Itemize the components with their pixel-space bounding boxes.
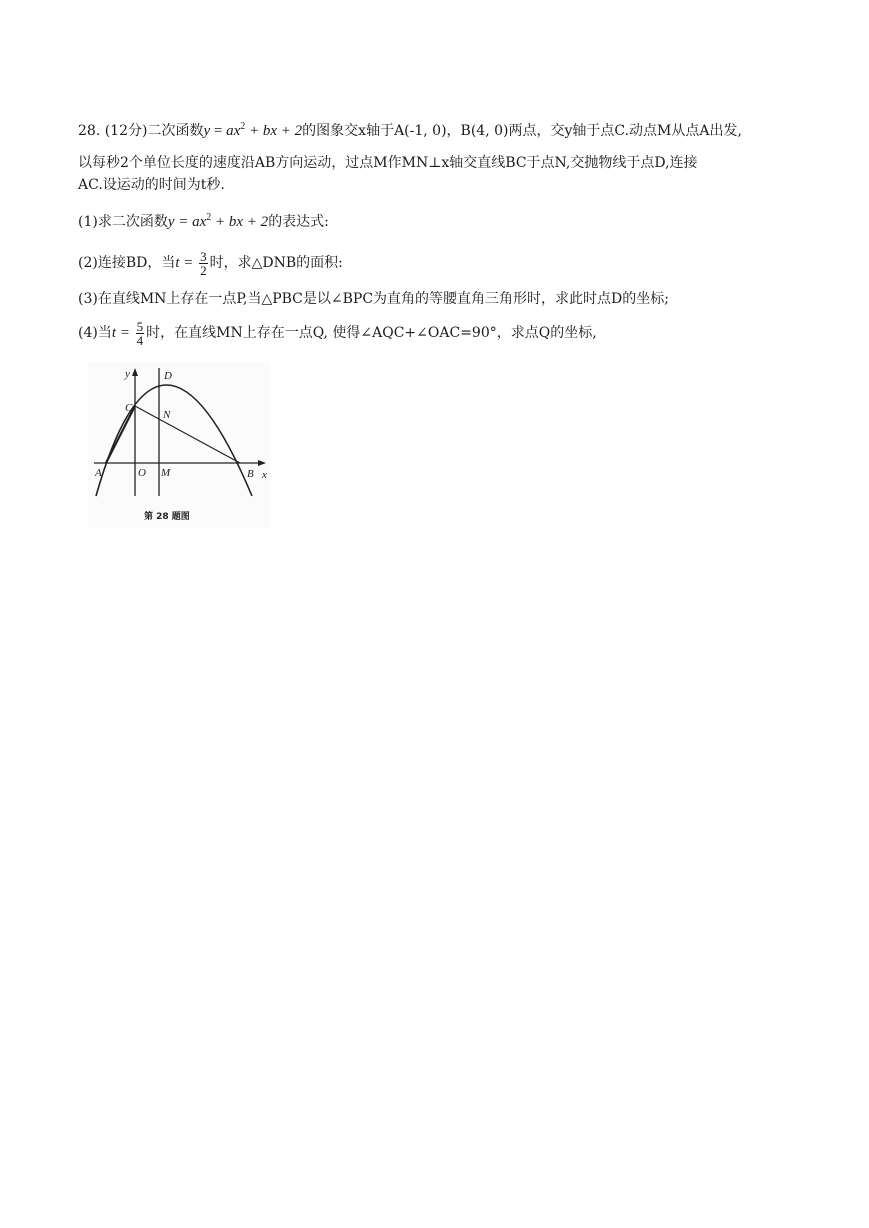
label-c: C xyxy=(125,402,133,414)
t-variable: t = xyxy=(111,325,134,341)
problem-number-and-intro: 28. (12分)二次函数 xyxy=(78,123,204,139)
label-o: O xyxy=(138,467,146,479)
label-n: N xyxy=(163,409,171,421)
question-1: (1)求二次函数$y = ax^2$ + bx + 2的表达式: xyxy=(78,212,329,230)
parabola-diagram xyxy=(88,362,270,528)
question-3: (3)在直线MN上存在一点P,当△PBC是以∠BPC为直角的等腰直角三角形时，求此时点D的坐标; xyxy=(78,291,669,307)
question-2: (2)连接BD，当t = $\frac{3}{2}$ 时，求△DNB的面积: xyxy=(78,248,343,278)
figure-caption: 第 28 题图 xyxy=(144,512,190,522)
fraction-5-4: $\frac{5}{4}$ xyxy=(136,318,144,348)
fraction-3-2: $\frac{3}{2}$ xyxy=(200,248,207,278)
problem-line-2: 以每秒2个单位长度的速度沿AB方向运动，过点M作MN⊥x轴交直线BC于点N,交抛物线于点D,连接 xyxy=(78,155,698,171)
t-variable: t = xyxy=(175,255,198,271)
label-b: B xyxy=(247,468,254,480)
quadratic-formula: $y = ax^2$ + bx + 2 xyxy=(203,121,303,139)
problem-figure xyxy=(88,362,270,528)
quadratic-formula: $y = ax^2$ + bx + 2 xyxy=(167,212,269,230)
problem-intro-suffix: 的图象交x轴于A(-1, 0)，B(4, 0)两点，交y轴于点C.动点M从点A出发, xyxy=(302,123,742,139)
label-m: M xyxy=(161,467,171,479)
label-d: D xyxy=(164,370,172,382)
label-a: A xyxy=(95,467,102,479)
problem-line-1 xyxy=(78,117,742,141)
question-4: (4)当t = $\frac{5}{4}$ 时，在直线MN上存在一点Q, 使得∠AQC+∠OAC=90°，求点Q的坐标, xyxy=(78,318,597,348)
label-y: y xyxy=(125,368,130,380)
problem-line-3: AC.设运动的时间为t秒. xyxy=(78,177,225,193)
label-x: x xyxy=(262,469,267,481)
